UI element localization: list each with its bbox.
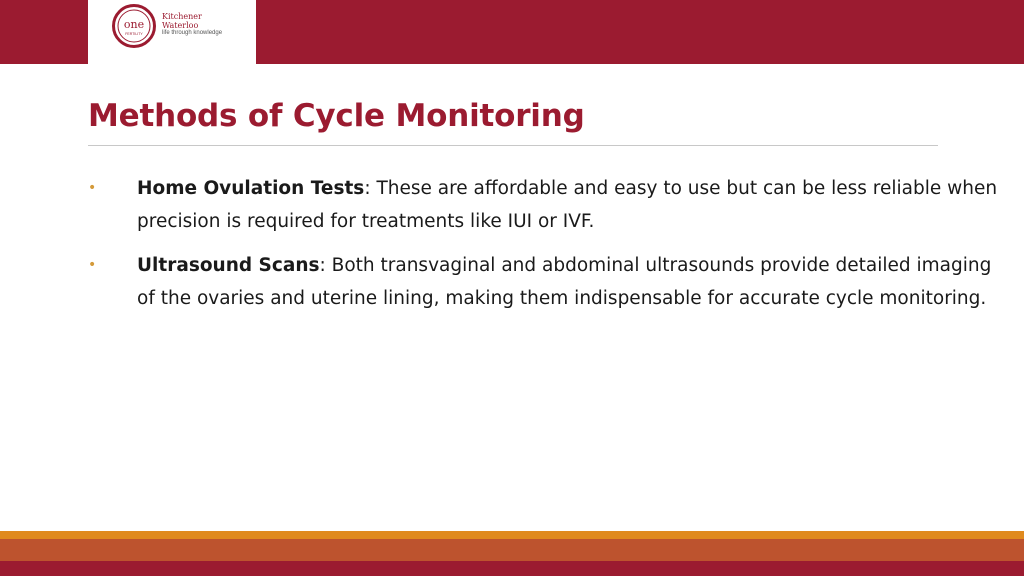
bullet-marker-icon: • (88, 180, 97, 196)
bullet-term: Ultrasound Scans (137, 255, 320, 276)
logo (88, 0, 256, 64)
bullet-text: : Both transvaginal and abdominal ultrasounds provide detailed imaging of the ovaries and uterine lining, making them indispensable for accurate cycle monitoring. (137, 255, 992, 309)
footer-band-red (0, 561, 1024, 576)
bullet-text: : These are affordable and easy to use but can be less reliable when precision is required for treatments like IUI or IVF. (137, 178, 998, 232)
bullet-item (88, 172, 1000, 238)
bullet-list (88, 172, 1000, 326)
logo-tagline: life through knowledge (162, 30, 223, 36)
bullet-term: Home Ovulation Tests (137, 178, 365, 199)
title-divider (88, 145, 938, 146)
logo-location-line2: Waterloo (162, 21, 199, 30)
footer-band-rust (0, 539, 1024, 561)
bullet-marker-icon: • (88, 257, 97, 273)
bullet-item (88, 249, 1000, 315)
slide-title: Methods of Cycle Monitoring (88, 98, 585, 134)
logo-location-line1: Kitchener (162, 12, 202, 21)
logo-location (162, 12, 202, 30)
footer-band-orange (0, 531, 1024, 539)
logo-circle-subtext: FERTILITY (125, 32, 143, 36)
logo-emblem (112, 4, 156, 48)
logo-circle-text: one (123, 18, 145, 31)
